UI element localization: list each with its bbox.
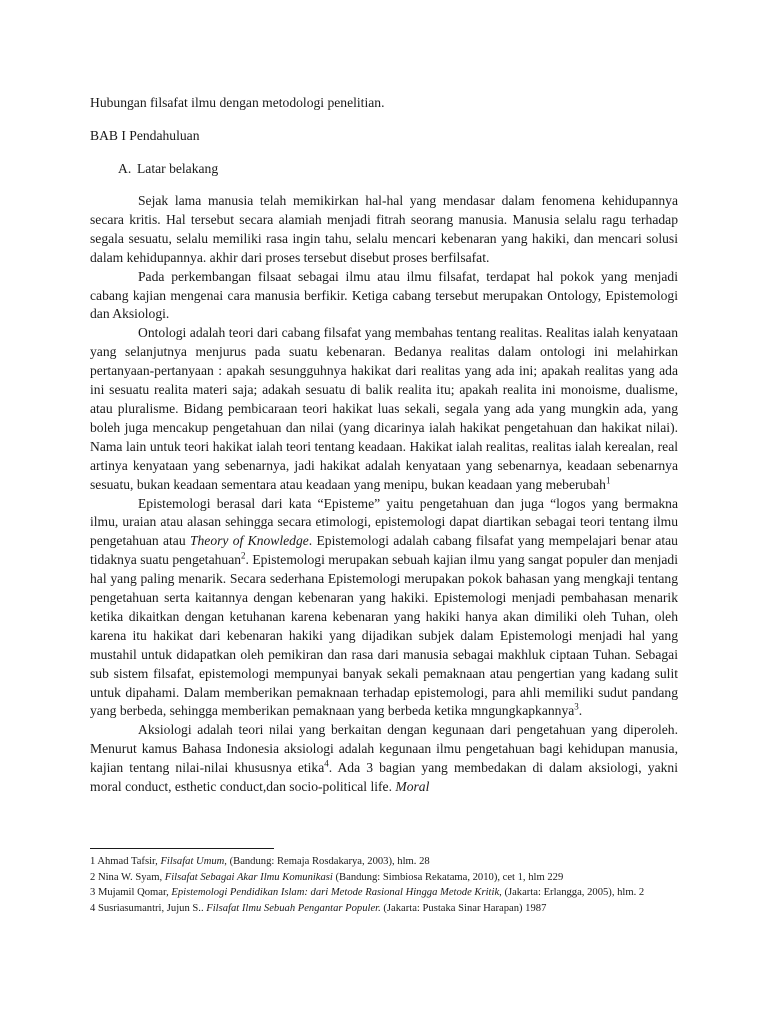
chapter-heading: BAB I Pendahuluan [90, 128, 200, 143]
aksiologi-text-1: Aksiologi adalah teori nilai yang berkaitan dengan kegunaan dari pengetahuan yang diperoleh. Menurut kamus Bahasa Indonesia aksiologi adalah kegunaan ilmu pengetahuan bagi kehidupan manusia, kajian tentang nilai-nilai khususnya etika [90, 722, 678, 776]
footnote-text: (Jakarta: Pustaka Sinar Harapan) 1987 [380, 902, 547, 914]
footnote-title: Epistemologi Pendidikan Islam: dari Metode Rasional Hingga Metode Kritik [171, 887, 500, 898]
footnotes [90, 854, 678, 916]
aksiologi-text-2: . Ada 3 bagian yang membedakan di dalam aksiologi, yakni moral conduct, esthetic conduct,dan socio-political life. [90, 760, 678, 795]
footnote-text: 4 Susriasumantri, Jujun S.. [90, 902, 207, 914]
footnote [90, 870, 678, 886]
section-heading [118, 161, 218, 177]
epistemologi-term: Theory of Knowledge [189, 533, 309, 549]
epistemologi-text-2: . Epistemologi adalah cabang filsafat yang mempelajari benar atau tidaknya suatu pengetahuan [90, 533, 678, 568]
footnote [90, 885, 678, 901]
body-text [90, 192, 678, 797]
footnote-text: 3 Mujamil Qomar, [90, 887, 172, 898]
footnote-text: , (Bandung: Remaja Rosdakarya, 2003), hlm. 28 [224, 856, 430, 867]
ontologi-text: Ontologi adalah teori dari cabang filsafat yang membahas tentang realitas. Realitas ialah kenyataan yang selanjutnya menjurus pada suatu kebenaran. Bedanya realitas dalam ontologi ini melahirkan pertanyaan-pertanyaan : apakah sesungguhnya hakikat dari realitas yang ada ini; apakah realitas yang ada ini sesuatu realita materi saja; adakah sesuatu di balik realita itu; apakah realita ini monoisme, dualisme, atau pluralisme. Bidang pembicaraan teori hakikat luas sekali, segala yang ada yang mungkin ada, yang boleh juga mencakup pengetahuan dan nilai (yang dicarinya ialah hakikat pengetahuan dan hakikat nilai). Nama lain untuk teori hakikat ialah teori tentang keadaan. Hakikat ialah realitas, realitas ialah kerealan, real artinya kenyataan yang sebenarnya, jadi hakikat adalah kenyataan yang sebenarnya, keadaan sebenarnya sesuatu, bukan keadaan sementara atau keadaan yang menipu, bukan keadaan yang meberubah [90, 325, 678, 492]
epistemologi-text-3: . Epistemologi merupakan sebuah kajian ilmu yang sangat populer dan menjadi hal yang paling menarik. Secara sederhana Epistemologi merupakan pokok bahasan yang mengkaji tentang pengetahuan serta kaitannya dengan kebenaran yang hakiki. Epistemologi menjadi pembahasan menarik ketika dikaitkan dengan ketuhanan karena kebenaran yang hakiki hanya akan dimiliki oleh Tuhan, oleh karena itu hakikat dari kebenaran hakiki yang dijadikan subjek dalam Epistemologi menjadi hal yang mustahil untuk didapatkan oleh pemikiran dan rasa dari manusia sebagai makhluk ciptaan Tuhan. Sebagai sub sistem filsafat, epistemologi mempunyai banyak sekali pemaknaan atau pengertian yang kadang sulit untuk dipahami. Dalam memberikan pemaknaan terhadap epistemologi, para ahli memiliki sudut pandang yang berbeda, sehingga memberikan pemaknaan yang berbeda ketika mngungkapkannya [90, 552, 679, 719]
footnote-text: 1 Ahmad Tafsir, [90, 856, 161, 867]
document-title: Hubungan filsafat ilmu dengan metodologi penelitian. [90, 95, 385, 110]
footnote [90, 854, 678, 870]
footnote-ref-2: 2 [241, 550, 246, 561]
paragraph-ontologi [90, 324, 678, 494]
footnote-ref-3: 3 [574, 701, 579, 712]
footnote-separator [90, 848, 274, 849]
paragraph-branches: Pada perkembangan filsaat sebagai ilmu atau ilmu filsafat, terdapat hal pokok yang menjadi cabang kajian mengenai cara manusia berfikir. Ketiga cabang tersebut merupakan Ontology, Epistemologi dan Aksiologi. [90, 268, 678, 322]
footnote-title: Filsafat Sebagai Akar Ilmu Komunikasi [164, 871, 333, 883]
paragraph-epistemologi [90, 495, 678, 722]
footnote-text: , (Jakarta: Erlangga, 2005), hlm. 2 [499, 887, 645, 898]
footnote-ref-1: 1 [605, 475, 611, 486]
footnote [90, 901, 678, 917]
epistemologi-text-1: Epistemologi berasal dari kata “Episteme” yaitu pengetahuan dan juga “logos yang bermakna ilmu, uraian atau alasan sehingga secara etimologi, epistemologi dapat diartikan sebagai teori tentang ilmu pengetahuan atau [90, 495, 678, 549]
paragraph-intro: Sejak lama manusia telah memikirkan hal-hal yang mendasar dalam fenomena kehidupannya secara kritis. Hal tersebut secara alamiah menjadi fitrah seorang manusia. Manusia selalu ragu terhadap segala sesuatu, selalu memiliki rasa ingin tahu, selalu mencari kebenaran yang hakiki, dan mencari solusi dalam kehidupannya. akhir dari proses tersebut disebut proses berfilsafat. [90, 193, 678, 265]
footnote-text: 2 Nina W. Syam, [90, 871, 165, 883]
aksiologi-term: Moral [395, 779, 430, 795]
footnote-title: Filsafat Umum [160, 856, 225, 867]
section-letter: A. [118, 161, 132, 176]
footnote-text: (Bandung: Simbiosa Rekatama, 2010), cet 1, hlm 229 [332, 871, 564, 883]
section-title: Latar belakang [137, 161, 219, 176]
paragraph-aksiologi [90, 721, 678, 797]
footnote-title: Filsafat Ilmu Sebuah Pengantar Populer. [206, 902, 381, 914]
footnote-ref-4: 4 [324, 758, 329, 769]
epistemologi-text-4: . [578, 703, 583, 719]
